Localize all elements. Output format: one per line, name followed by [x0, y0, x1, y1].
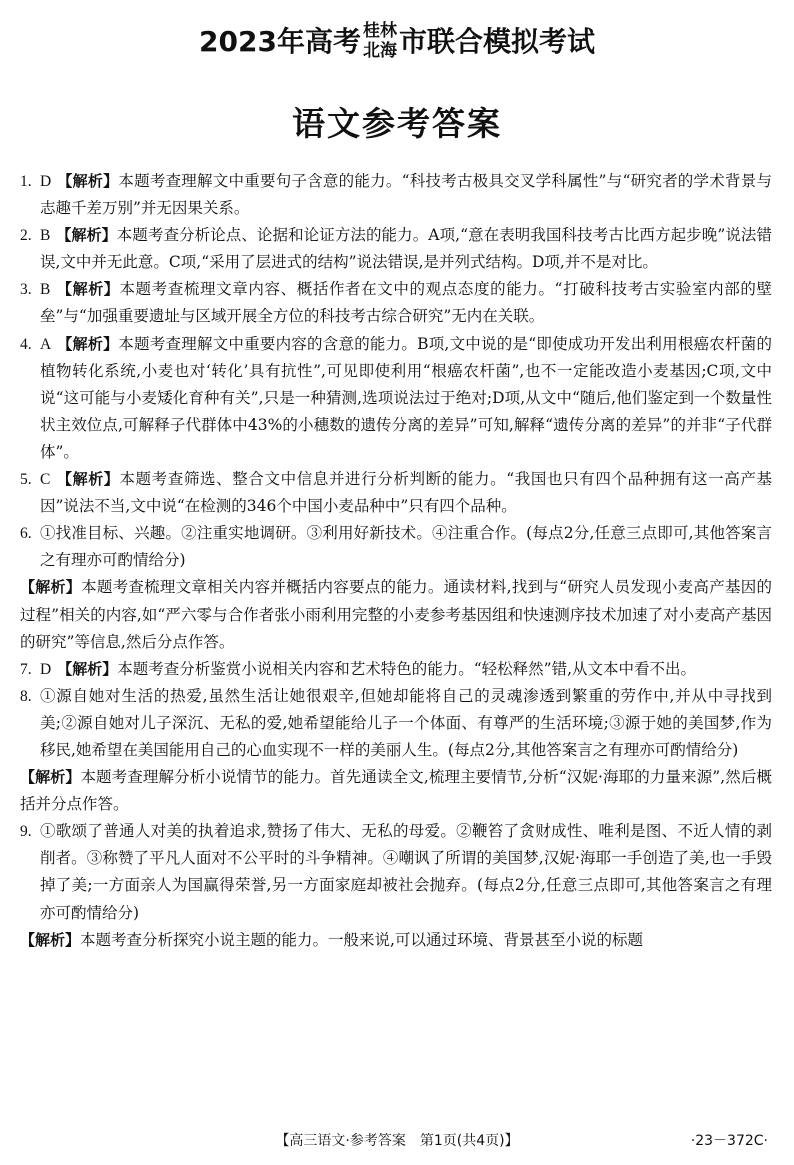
- analysis-tag: 【解析】: [20, 578, 82, 597]
- item-text: 本题考查分析论点、论据和论证方法的能力。A项,“意在表明我国科技考古比西方起步晚”说法错误,文中并无此意。C项,“采用了层进式的结构”说法错误,是并列式结构。D项,并不是对比。: [40, 226, 772, 272]
- footer-code: ·23－372C·: [690, 1133, 768, 1149]
- analysis-tag: 【解析】: [57, 334, 119, 353]
- item-number: 7.: [20, 660, 32, 678]
- analysis-tag: 【解析】: [20, 768, 81, 787]
- analysis-paragraph: [20, 927, 772, 954]
- analysis-tag: 【解析】: [56, 280, 120, 299]
- item-answer: D: [40, 173, 52, 190]
- title-post: 市联合模拟考试: [398, 25, 595, 58]
- item-answer: B: [40, 281, 51, 299]
- answer-list: [20, 168, 772, 954]
- item-answer: C: [40, 471, 51, 489]
- answer-item: [20, 520, 772, 574]
- answer-item: [20, 222, 772, 276]
- title-city-bottom: 北海: [362, 41, 397, 61]
- item-text: 本题考查理解文中重要内容的含意的能力。B项,文中说的是“即使成功开发出利用根癌农杆菌的植物转化系统,小麦也对‘转化’具有抗性”,可见即使利用“根癌农杆菌”,也不一定能改造小麦基因;C项,文中说“这可能与小麦矮化育种有关”,只是一种猜测,选项说法过于绝对;D项,从文中“随后,他们鉴定到一个数量性状主效位点,可解释子代群体中43%的小穗数的遗传分离的差异”可知,解释“遗传分离的差异”的并非“子代群体”。: [40, 334, 772, 461]
- title-year: 2023: [199, 25, 277, 58]
- item-text: ①歌颂了普通人对美的执着追求,赞扬了伟大、无私的母爱。②鞭笞了贪财成性、唯利是图、不近人情的剥削者。③称赞了平凡人面对不公平时的斗争精神。④嘲讽了所谓的美国梦,汉妮·海耶一手创造了美,也一手毁掉了美;一方面亲人为国赢得荣誉,另一方面家庭却被社会抛弃。(每点2分,任意三点即可,其他答案言之有理亦可酌情给分): [40, 822, 772, 922]
- analysis-text: 本题考查分析探究小说主题的能力。一般来说,可以通过环境、背景甚至小说的标题: [80, 930, 643, 949]
- item-text: 本题考查梳理文章内容、概括作者在文中的观点态度的能力。“打破科技考古实验室内部的壁垒”与“加强重要遗址与区域开展全方位的科技考古综合研究”无内在关联。: [40, 280, 772, 326]
- analysis-paragraph: [20, 764, 772, 818]
- title-city-stack: [363, 21, 397, 61]
- item-number: 6.: [20, 525, 32, 543]
- item-number: 2.: [20, 227, 32, 245]
- item-answer: A: [40, 335, 52, 353]
- item-answer: B: [40, 227, 51, 245]
- analysis-paragraph: [20, 574, 772, 655]
- answer-item: [20, 818, 772, 926]
- title-pre: 年高考: [276, 25, 361, 58]
- analysis-text: 本题考查理解分析小说情节的能力。首先通读全文,梳理主要情节,分析“汉妮·海耶的力量来源”,然后概括并分点作答。: [20, 768, 772, 814]
- page-subtitle: 语文参考答案: [292, 104, 502, 143]
- item-text: 本题考查分析鉴赏小说相关内容和艺术特色的能力。“轻松释然”错,从文本中看不出。: [117, 659, 696, 678]
- analysis-tag: 【解析】: [57, 659, 118, 678]
- item-text: 本题考查筛选、整合文中信息并进行分析判断的能力。“我国也只有四个品种拥有这一高产基因”说法不当,文中说“在检测的346个中国小麦品种中”只有四个品种。: [40, 470, 772, 516]
- analysis-text: 本题考查梳理文章相关内容并概括内容要点的能力。通读材料,找到与“研究人员发现小麦高产基因的过程”相关的内容,如“严六零与合作者张小雨利用完整的小麦参考基因组和快速测序技术加速了对小麦高产基因的研究”等信息,然后分点作答。: [20, 578, 772, 651]
- footer-page-info: 【高三语文·参考答案 第1页(共4页)】: [275, 1133, 519, 1149]
- item-number: 9.: [20, 823, 32, 841]
- answer-item: [20, 331, 772, 466]
- item-number: 4.: [20, 335, 32, 353]
- title-city-top: 桂林: [362, 21, 397, 41]
- item-text: 本题考查理解文中重要句子含意的能力。“科技考古极具交叉学科属性”与“研究者的学术背景与志趣千差万别”并无因果关系。: [40, 172, 772, 218]
- answer-item: [20, 466, 772, 520]
- exam-title: [0, 22, 794, 63]
- answer-item: [20, 683, 772, 764]
- answer-item: [20, 656, 772, 683]
- item-number: 3.: [20, 281, 32, 299]
- analysis-tag: 【解析】: [56, 226, 117, 245]
- item-number: 1.: [20, 173, 32, 190]
- item-text: ①找准目标、兴趣。②注重实地调研。③利用好新技术。④注重合作。(每点2分,任意三点即可,其他答案言之有理亦可酌情给分): [40, 524, 772, 570]
- item-text: ①源自她对生活的热爱,虽然生活让她很艰辛,但她却能将自己的灵魂渗透到繁重的劳作中,并从中寻找到美;②源自她对儿子深沉、无私的爱,她希望能给儿子一个体面、有尊严的生活环境;③源于她的美国梦,作为移民,她希望在美国能用自己的心血实现不一样的美丽人生。(每点2分,其他答案言之有理亦可酌情给分): [40, 686, 772, 759]
- analysis-tag: 【解析】: [57, 172, 119, 190]
- item-number: 5.: [20, 471, 32, 489]
- answer-item: [20, 168, 772, 222]
- analysis-tag: 【解析】: [56, 470, 120, 489]
- item-answer: D: [40, 660, 52, 678]
- answer-item: [20, 276, 772, 330]
- analysis-tag: 【解析】: [20, 930, 81, 949]
- item-number: 8.: [20, 687, 32, 705]
